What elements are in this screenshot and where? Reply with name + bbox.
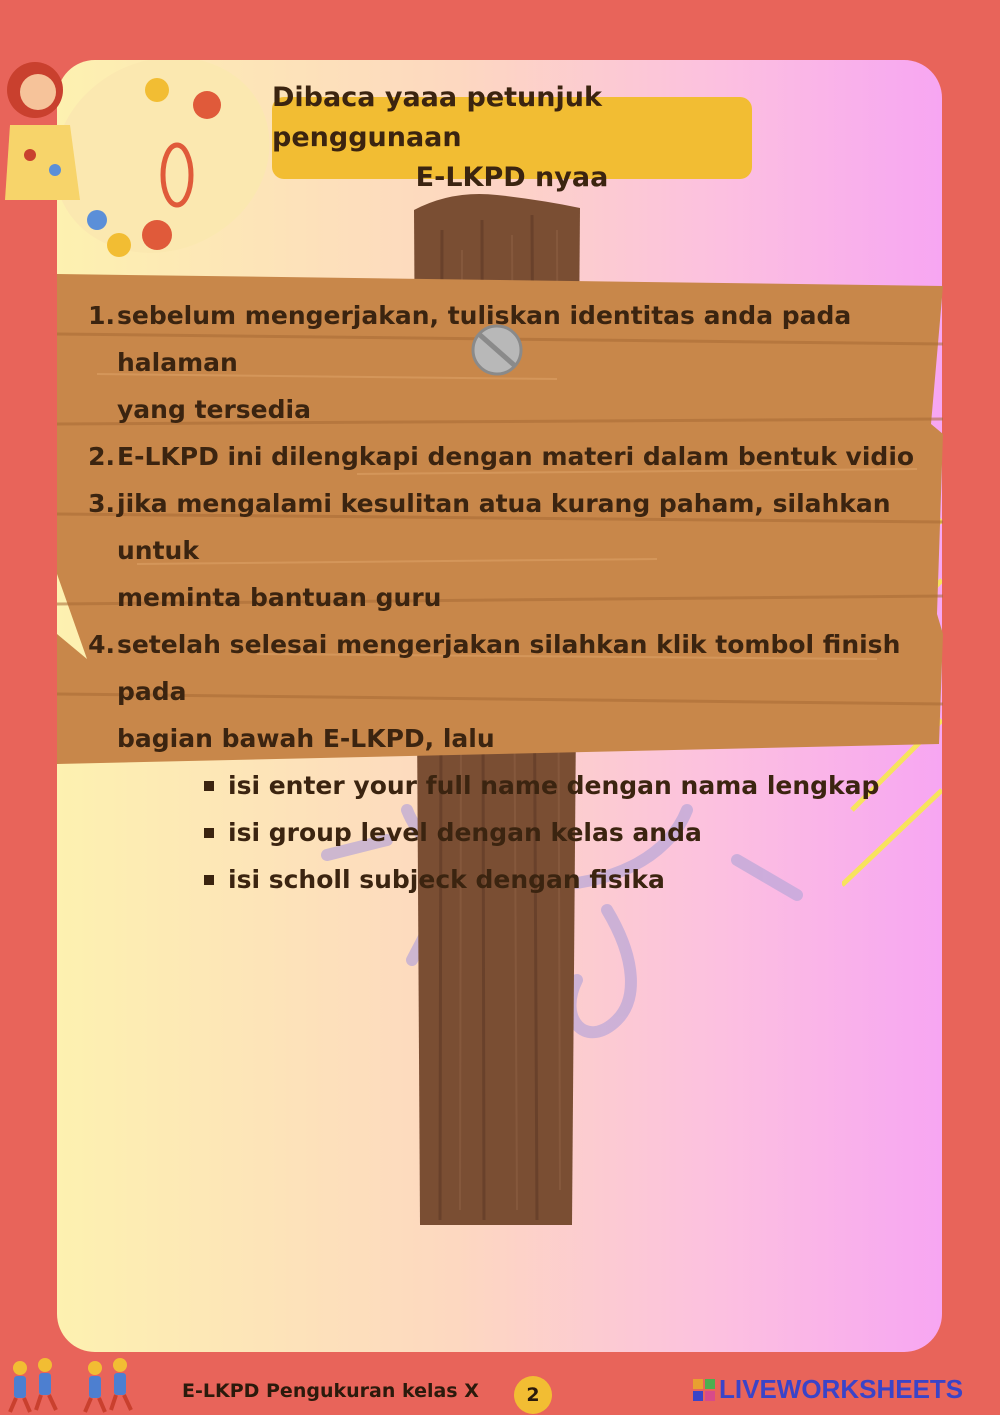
page-title [272, 82, 752, 193]
step-number: 3. [88, 489, 115, 518]
step-1 [85, 292, 925, 433]
title-line-2: E-LKPD nyaa [415, 162, 609, 193]
step-text [115, 621, 925, 762]
brand-text: LIVEWORKSHEETS [719, 1374, 964, 1404]
sub-item [204, 809, 925, 856]
title-line-1: Dibaca yaaa petunjuk penggunaan [272, 82, 602, 153]
step-line: meminta bantuan guru [117, 583, 442, 612]
kids-running-illustration [0, 1350, 160, 1415]
sub-item [204, 762, 925, 809]
step-text [115, 292, 925, 433]
sub-item-text: isi enter your full name dengan nama lengkap [228, 771, 880, 800]
sub-item-text: isi group level dengan kelas anda [228, 818, 702, 847]
step-number: 2. [88, 442, 115, 471]
step-line: sebelum mengerjakan, tuliskan identitas anda pada halaman [117, 301, 852, 377]
step-3 [85, 480, 925, 621]
step-4 [85, 621, 925, 762]
step-2 [85, 433, 925, 480]
step-text [115, 433, 914, 480]
bullet-icon [204, 875, 214, 885]
liveworksheets-logo-icon [693, 1379, 715, 1401]
sub-item [204, 856, 925, 903]
bullet-icon [204, 781, 214, 791]
instructions-list [85, 292, 925, 903]
step-line: jika mengalami kesulitan atua kurang paham, silahkan untuk [117, 489, 891, 565]
step-text [115, 480, 925, 621]
footer-title: E-LKPD Pengukuran kelas X [182, 1380, 479, 1402]
page-number: 2 [514, 1376, 552, 1414]
sub-item-text: isi scholl subjeck dengan fisika [228, 865, 665, 894]
girl-artist-illustration [0, 30, 95, 210]
brand-logo[interactable] [693, 1374, 963, 1405]
step-line: setelah selesai mengerjakan silahkan klik tombol finish pada [117, 630, 901, 706]
bullet-icon [204, 828, 214, 838]
step-line: yang tersedia [117, 395, 311, 424]
step-number: 4. [88, 630, 115, 659]
step-line: bagian bawah E-LKPD, lalu [117, 724, 495, 753]
step-line: E-LKPD ini dilengkapi dengan materi dalam bentuk vidio [117, 442, 915, 471]
step-number: 1. [88, 301, 115, 330]
